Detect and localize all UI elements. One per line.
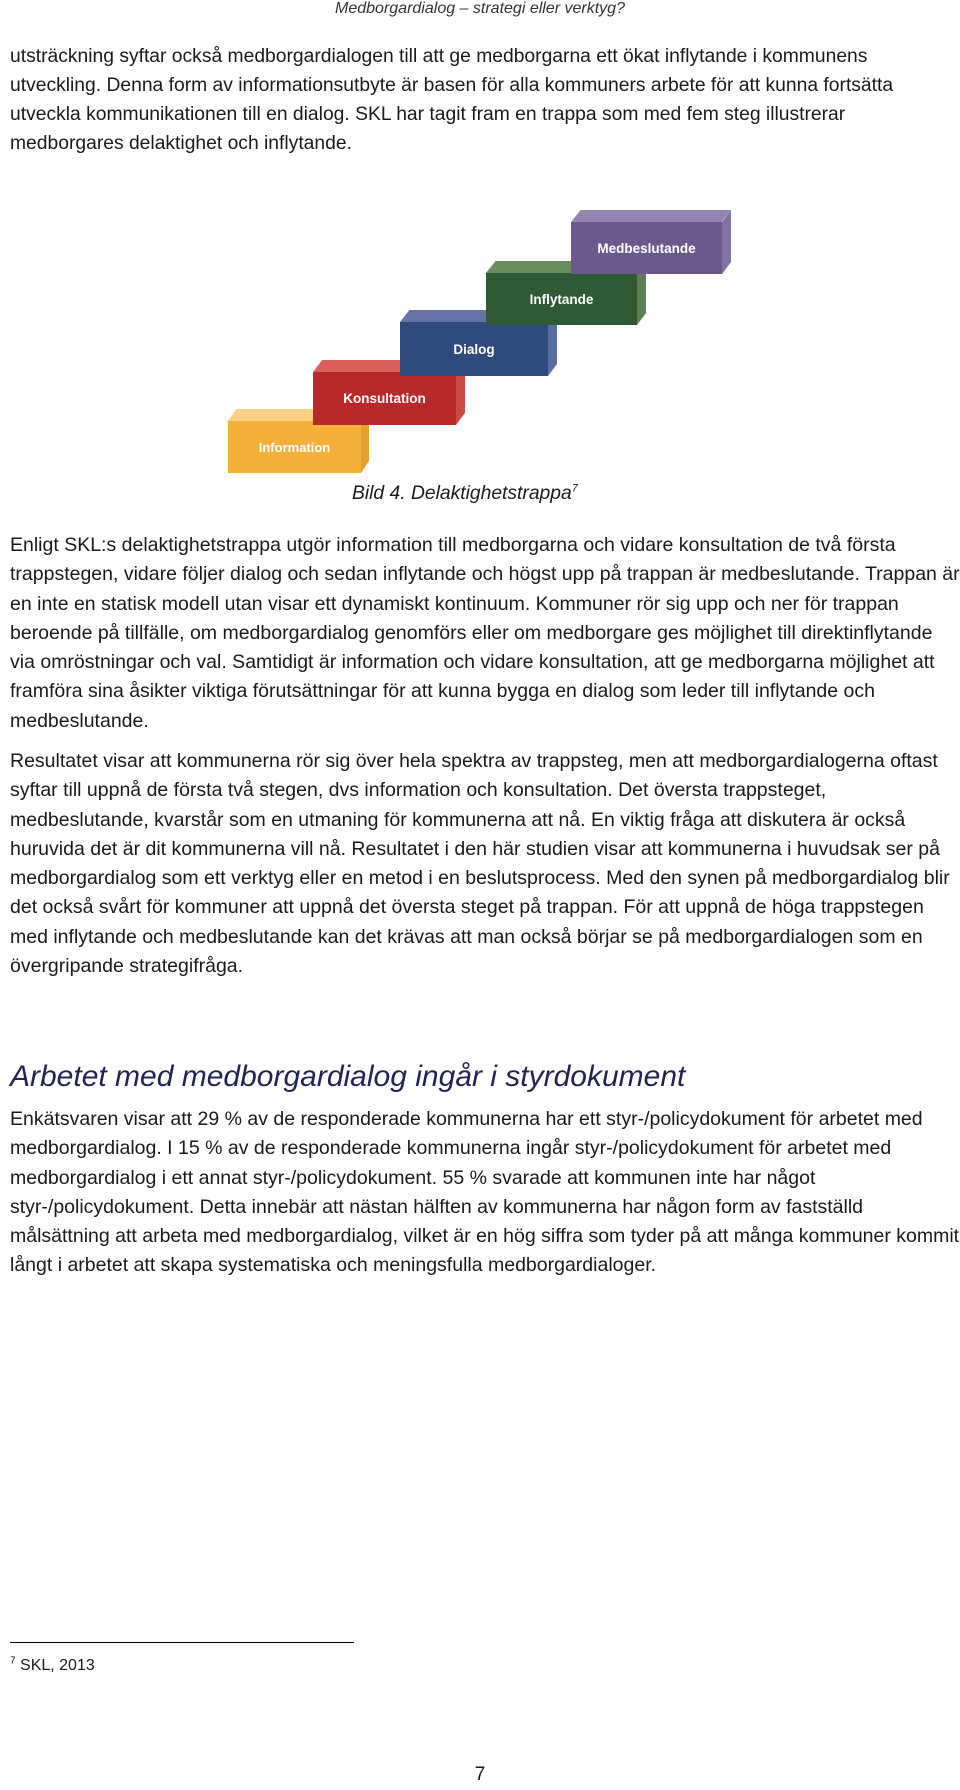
intro-paragraph: utsträckning syftar också medborgardialogen till att ge medborgarna ett ökat inflytande i kommunens utveckling. Denna form av informationsutbyte är basen för alla kommuners arbete för att kunna fortsätta utveckla kommunikationen till en dialog. SKL har tagit fram en trappa som med fem steg illustrerar medborgares delaktighet och inflytande. (10, 46, 894, 154)
step-side-face (722, 210, 731, 274)
figure-caption (352, 480, 578, 508)
caption-footnote-ref: 7 (571, 482, 578, 495)
body-paragraph-1: Enligt SKL:s delaktighetstrappa utgör information till medborgarna och vidare konsultation de två första trappstegen, vidare följer dialog och sedan inflytande och högst upp på trappan är medbeslutande. Trappan är en inte en statisk modell utan visar ett dynamiskt kontinuum. Kommuner rör sig upp och ner för trappan beroende på tillfälle, om medborgardialog genomförs eller om medborgare ges möjlighet till direktinflytande via omröstningar och val. Samtidigt är information och vidare konsultation, att ge medborgarna möjlighet att framföra sina åsikter viktiga förutsättningar för att kunna bygga en dialog som leder till inflytande och medbeslutande. (10, 534, 960, 732)
step-label: Medbeslutande (571, 222, 722, 274)
delaktighetstrappa-figure (228, 207, 748, 473)
page-number: 7 (474, 1764, 486, 1785)
step-label: Inflytande (486, 273, 637, 325)
step-label: Dialog (400, 322, 548, 376)
step-label: Information (228, 421, 361, 473)
step-label: Konsultation (313, 372, 456, 425)
footnote-number: 7 (10, 1655, 16, 1667)
step-top-face (571, 210, 731, 222)
body-paragraph-2: Resultatet visar att kommunerna rör sig över hela spektra av trappsteg, men att medborgardialogerna oftast syftar till uppnå de första två stegen, dvs information och konsultation. Det översta trappsteget, medbeslutande, kvarstår som en utmaning för kommunerna att nå. En viktig fråga att diskutera är också huruvida det är dit kommunerna vill nå. Resultatet i den här studien visar att kommunerna i huvudsak ser på medborgardialog som ett verktyg eller en metod i en beslutsprocess. Med den synen på medborgardialog blir det också svårt för kommuner att uppnå det översta steget på trappan. För att uppnå de höga trappstegen med inflytande och medbeslutande kan det krävas att man också börjar se på medborgardialogen som en övergripande strategifråga. (10, 750, 950, 978)
footnote (10, 1655, 95, 1677)
caption-text: Bild 4. Delaktighetstrappa (352, 483, 572, 504)
running-header: Medborgardialog – strategi eller verktyg? (335, 0, 625, 17)
footnote-text: SKL, 2013 (20, 1657, 95, 1674)
step-medbeslutande (571, 210, 731, 274)
section-heading: Arbetet med medborgardialog ingår i styrdokument (10, 1060, 686, 1093)
footnote-separator (10, 1642, 354, 1643)
body-paragraph-3: Enkätsvaren visar att 29 % av de responderade kommunerna har ett styr-/policydokument för arbetet med medborgardialog. I 15 % av de responderade kommunerna ingår styr-/policydokument för arbetet med medborgardialog i ett annat styr-/policydokument. 55 % svarade att kommunen inte har något styr-/policydokument. Detta innebär att nästan hälften av kommunerna har någon form av fastställd målsättning att arbeta med medborgardialog, vilket är en hög siffra som tyder på att många kommuner kommit långt i arbetet att skapa systematiska och meningsfulla medborgardialoger. (10, 1108, 960, 1277)
